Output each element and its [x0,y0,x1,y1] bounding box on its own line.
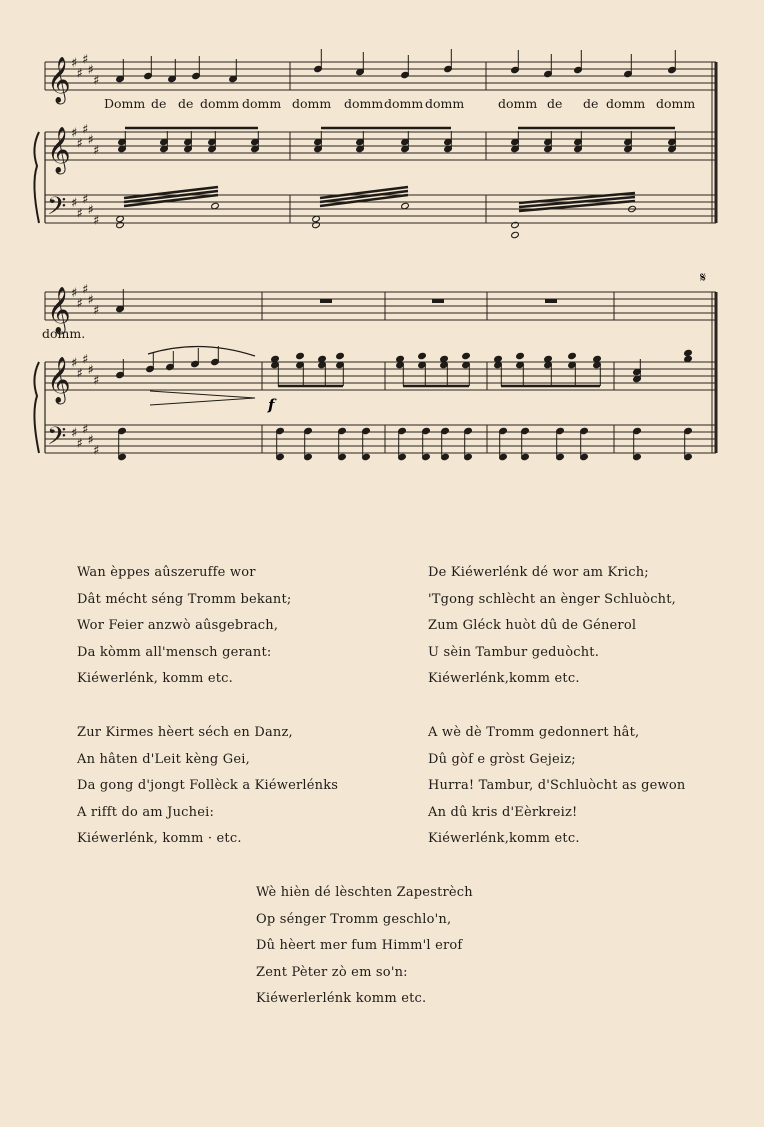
verse-line: Wor Feier anzwò aûsgebrach, [77,618,279,633]
lyric-word: domm [606,96,646,111]
whole-rest [545,299,557,303]
sharp-sign: ♯ [71,56,78,71]
lyric-word: de [178,96,194,111]
sharp-sign: ♯ [82,352,89,368]
sharp-sign: ♯ [71,356,78,371]
bass-clef: 𝄢 [47,422,67,457]
lyric-word: domm [425,96,465,111]
sharp-sign: ♯ [82,422,89,438]
verse-line: Kiéwerlénk,komm etc. [428,831,580,846]
crescendo-hairpin [150,391,255,405]
segno-mark: 𝄋 [700,270,707,286]
notes [116,289,693,461]
verse-line: Dû hèert mer fum Himm'l erof [256,938,463,953]
note-head [511,221,520,228]
verse-2 [428,560,676,693]
verse-line: Zent Pèter zò em so'n: [256,964,408,980]
sharp-sign: ♯ [76,66,83,82]
note-head [511,231,520,238]
lyric-word: domm [656,96,696,111]
verse-4 [428,720,685,853]
music-system-1 [0,40,764,250]
verse-line: Kiéwerlénk,komm etc. [428,671,580,686]
lyric-word: domm [344,96,384,111]
sharp-sign: ♯ [71,126,78,141]
sharp-sign: ♯ [82,192,89,208]
verse-line: Dû gòf e gròst Gejeiz; [428,751,576,767]
whole-rest [432,299,444,303]
sharp-sign: ♯ [76,206,83,222]
verse-line: Kiéwerlénk, komm etc. [77,671,233,686]
note-head [462,352,471,359]
sharp-sign: ♯ [87,63,94,78]
verse-line: Zur Kirmes hèert séch en Danz, [77,725,293,740]
note-head [568,352,577,359]
lyric-word: de [151,96,167,111]
verse-line: Hurra! Tambur, d'Schluòcht as gewon [428,778,686,793]
sharp-sign: ♯ [76,436,83,452]
sharp-sign: ♯ [93,213,100,229]
verse-1 [77,560,291,693]
note-head [336,352,345,359]
verse-3 [77,720,338,853]
sharp-sign: ♯ [71,426,78,441]
note-head [296,352,305,359]
treble-clef: 𝄞 [47,287,71,333]
staff-lines [34,283,716,459]
verse-line: Kiéwerlénk, komm · etc. [77,831,242,846]
sharp-sign: ♯ [82,282,89,298]
note-head [116,221,125,228]
sharp-sign: ♯ [87,433,94,448]
lyric-word: domm. [42,326,86,341]
sharp-sign: ♯ [71,286,78,301]
treble-clef: 𝄞 [47,127,71,173]
verse-5 [256,880,473,1013]
sharp-sign: ♯ [76,136,83,152]
sharp-sign: ♯ [87,203,94,218]
sharp-sign: ♯ [76,296,83,312]
sharp-sign: ♯ [87,293,94,308]
verse-line: U sèin Tambur geduòcht. [428,644,600,660]
verse-line: Zum Gléck huòt dû de Génerol [428,618,637,633]
lyric-word: domm [384,96,424,111]
lyric-word: Domm [104,96,146,111]
lyric-word: domm [498,96,538,111]
verse-line: Wan èppes aûszeruffe wor [77,565,256,580]
music-system-2 [0,270,764,480]
sharp-sign: ♯ [82,122,89,138]
verse-line: An hâten d'Leit kèng Gei, [77,751,250,767]
notes [116,49,677,239]
verse-line: An dû kris d'Eèrkreiz! [428,804,578,820]
sharp-sign: ♯ [93,303,100,319]
bass-clef: 𝄢 [47,192,67,227]
verse-line: Kiéwerlerlénk komm etc. [256,991,427,1006]
piano-brace [34,132,39,223]
sharp-sign: ♯ [93,443,100,459]
verse-line: De Kiéwerlénk dé wor am Krich; [428,565,649,580]
sharp-sign: ♯ [93,73,100,89]
verse-line: Da gong d'jongt Follèck a Kiéwerlénks [77,778,339,793]
verse-line: A wè dè Tromm gedonnert hât, [428,725,640,740]
whole-rest [320,299,332,303]
lyric-word: domm [200,96,240,111]
verse-line: Dât mécht séng Tromm bekant; [77,591,292,607]
lyric-word: domm [242,96,282,111]
treble-clef: 𝄞 [47,357,71,403]
sharp-sign: ♯ [93,373,100,389]
verse-line: 'Tgong schlècht an ènger Schluòcht, [428,591,677,607]
lyric-word: domm [292,96,332,111]
note-head [312,221,321,228]
dynamic-forte: f [268,396,275,414]
sharp-sign: ♯ [71,196,78,211]
verse-line: A rifft do am Juchei: [77,804,215,820]
sharp-sign: ♯ [87,363,94,378]
sharp-sign: ♯ [93,143,100,159]
verse-line: Da kòmm all'mensch gerant: [77,644,272,660]
note-head [418,352,427,359]
note-head [516,352,525,359]
verse-line: Wè hièn dé lèschten Zapestrèch [256,885,473,900]
lyric-word: de [547,96,563,111]
verses [0,560,764,1020]
sharp-sign: ♯ [87,133,94,148]
verse-line: Op sénger Tromm geschlo'n, [256,911,452,927]
sharp-sign: ♯ [76,366,83,382]
piano-brace [34,362,39,453]
sharp-sign: ♯ [82,52,89,68]
note-head [684,349,693,356]
slur [148,346,255,356]
lyric-word: de [583,96,599,111]
treble-clef: 𝄞 [47,57,71,103]
